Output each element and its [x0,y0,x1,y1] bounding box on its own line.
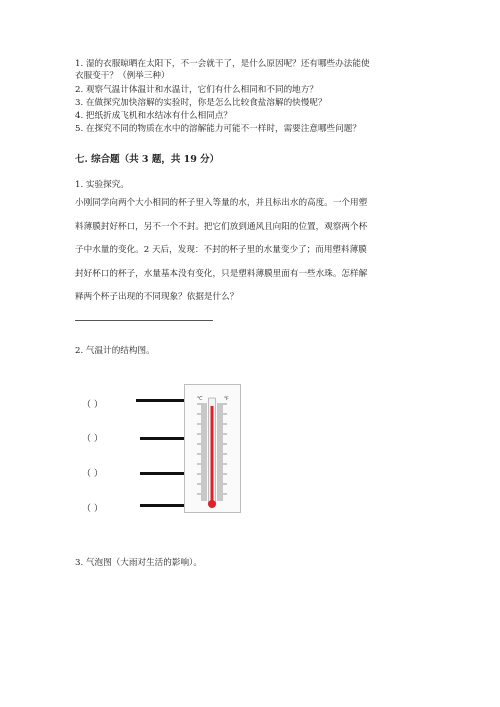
problem-2-title: 2. 气温计的结构图。 [75,346,155,356]
blank-1[interactable]: （ ） [82,400,103,410]
problem-1-paragraph [75,192,430,310]
thermometer-liquid [211,406,214,502]
thermometer-diagram [184,384,241,513]
question-3: 3. 在做探究加快溶解的实验时，你是怎么比较食盐溶解的快慢呢？ [75,98,327,108]
question-2: 2. 观察气温计体温计和水温计，它们有什么相同和不同的地方？ [75,85,318,95]
paragraph-line: 释两个杯子出现的不同现象？依据是什么？ [75,292,239,302]
paragraph-line: 料薄膜封好杯口，另不一个不封。把它们放到通风且向阳的位置，观察两个杯 [75,221,368,232]
blank-2[interactable]: （ ） [82,434,103,444]
question-5: 5. 在探究不同的物质在水中的溶解能力可能不一样时，需要注意哪些问题？ [75,124,361,134]
problem-1-title: 1. 实验探究。 [75,180,129,190]
question-1-line-1: 1. 湿的衣服晾晒在太阳下，不一会就干了，是什么原因呢？还有哪些办法能使 [75,59,370,69]
problem-3-title: 3. 气泡图（大雨对生活的影响）。 [75,558,202,568]
blank-4[interactable]: （ ） [82,504,103,514]
paragraph-line: 封好杯口的杯子，水量基本没有变化，只是塑料薄膜里面有一些水珠。怎样解 [75,268,368,279]
paragraph-line: 小刚同学向两个大小相同的杯子里入等量的水，并且标出水的高度。一个用塑 [75,198,368,208]
answer-line[interactable] [75,320,213,321]
fahrenheit-label: ℉ [224,396,229,402]
celsius-label: ℃ [197,396,203,402]
thermometer-bulb [208,500,216,508]
paragraph-line: 子中水量的变化。2 天后，发现：不封的杯子里的水量变少了；而用塑料薄膜 [75,245,367,255]
blank-3[interactable]: （ ） [82,469,103,479]
question-1-line-2: 衣服变干？（例举三种） [75,71,170,81]
question-4: 4. 把纸折成飞机和水结冰有什么相同点？ [75,111,233,121]
section-title: 七. 综合题（共 3 题，共 19 分） [75,154,220,165]
